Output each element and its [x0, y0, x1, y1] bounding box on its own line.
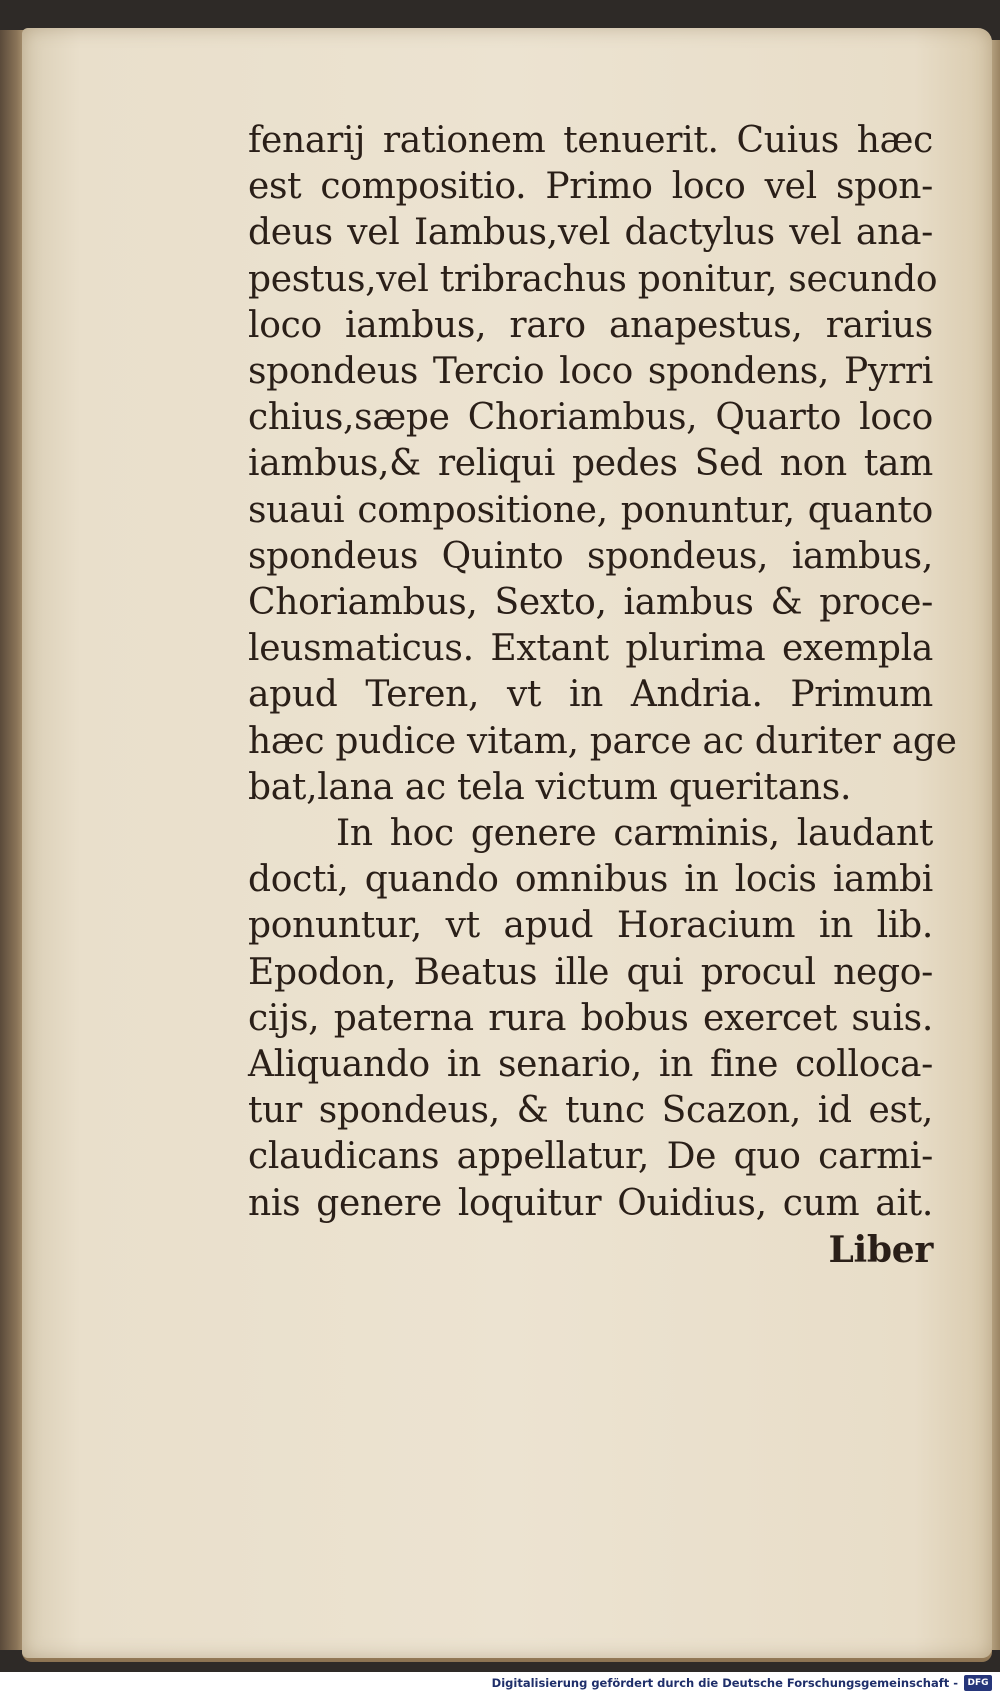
text-line: hæc pudice vitam, parce ac duriter age [248, 720, 957, 762]
text-line: docti, quando omnibus in locis iambi [248, 859, 933, 901]
text-line: suaui compositione, ponuntur, quanto [248, 489, 933, 531]
text-line: chius,sæpe Choriambus, Quarto loco [248, 397, 933, 439]
text-line: cijs, paterna rura bobus exercet suis. [248, 997, 933, 1039]
text-line: pestus,vel tribrachus ponitur, secundo [248, 258, 938, 300]
text-line: Choriambus, Sexto, iambus & proce- [248, 582, 933, 624]
text-line: tur spondeus, & tunc Scazon, id est, [248, 1090, 933, 1132]
text-line: spondeus Tercio loco spondens, Pyrri [248, 351, 933, 393]
paragraph-start-line: In hoc genere carminis, laudant [336, 813, 933, 855]
text-line: iambus,& reliqui pedes Sed non tam [248, 443, 933, 485]
catchword: Liber [828, 1228, 933, 1271]
funding-credit: Digitalisierung gefördert durch die Deutsche Forschungsgemeinschaft - [491, 1676, 958, 1690]
text-line: ponuntur, vt apud Horacium in lib. [248, 905, 933, 947]
text-line: Epodon, Beatus ille qui procul nego- [248, 951, 933, 993]
dfg-logo: DFG [964, 1675, 992, 1691]
text-line: spondeus Quinto spondeus, iambus, [248, 535, 933, 577]
text-line: Aliquando in senario, in fine colloca- [248, 1044, 933, 1086]
text-line: loco iambus, raro anapestus, rarius [248, 304, 933, 346]
page-text [248, 118, 957, 1273]
footer-bar [0, 1672, 1000, 1695]
text-line: deus vel Iambus,vel dactylus vel ana- [248, 212, 933, 254]
text-line: claudicans appellatur, De quo carmi- [248, 1136, 933, 1178]
text-line: fenarij rationem tenuerit. Cuius hæc [248, 120, 933, 161]
text-line: bat,lana ac tela victum queritans. [248, 766, 852, 808]
text-line: apud Teren, vt in Andria. Primum [248, 674, 933, 716]
text-line: est compositio. Primo loco vel spon- [248, 166, 933, 208]
text-line: leusmaticus. Extant plurima exempla [248, 628, 933, 670]
text-line: nis genere loquitur Ouidius, cum ait. [248, 1182, 933, 1224]
